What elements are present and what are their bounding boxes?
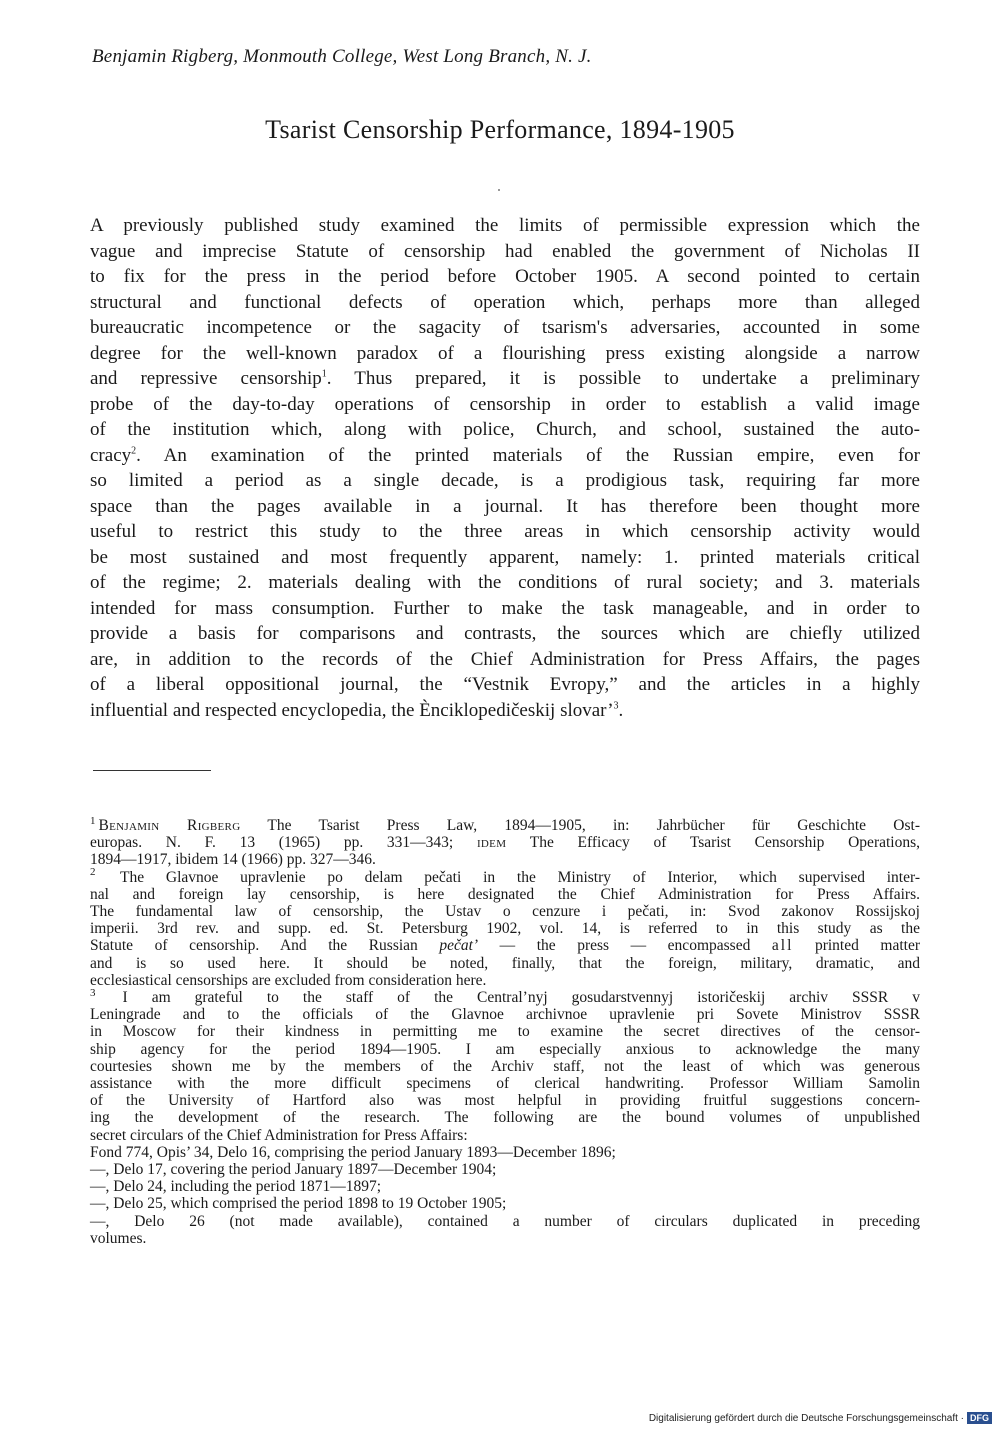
body-line: bureaucratic incompetence or the sagacity of tsarism's adversaries, accounted in some bbox=[90, 317, 920, 338]
footnote-2-line bbox=[90, 866, 920, 886]
body-line bbox=[90, 698, 920, 724]
footnotes bbox=[90, 814, 921, 1247]
footnote-text: I am grateful to the staff of the Central’nyj gosudarstvennyj istoričeskij archiv SSSR v bbox=[98, 989, 920, 1007]
body-line: probe of the day-to-day operations of censorship in order to establish a valid image bbox=[90, 393, 920, 415]
footnote-1-line bbox=[90, 814, 920, 834]
footnote-2-line bbox=[90, 937, 920, 954]
footnote-1-number: 1 bbox=[90, 814, 96, 827]
footnote-divider bbox=[93, 770, 211, 771]
body-line: degree for the well-known paradox of a flourishing press existing alongside a narrow bbox=[90, 342, 920, 364]
body-text-segment: influential and respected encyclopedia, the Ènciklopedičeskij slovar’ bbox=[90, 699, 614, 721]
footnote-3-line: secret circulars of the Chief Administration for Press Affairs: bbox=[90, 1126, 468, 1144]
body-text-segment: . bbox=[618, 699, 624, 721]
body-line: structural and functional defects of operation which, perhaps more than alleged bbox=[90, 291, 920, 313]
footnote-2-line: ecclesiastical censorships are excluded from consideration here. bbox=[90, 971, 487, 989]
body-line: be most sustained and most frequently apparent, namely: 1. printed materials critical bbox=[90, 546, 920, 568]
footnote-3-line: courtesies shown me by the members of the Archiv staff, not the least of which was generous bbox=[90, 1057, 920, 1075]
footnote-1-line bbox=[90, 834, 920, 851]
archive-delo-line: —, Delo 17, covering the period January 1897—December 1904; bbox=[90, 1161, 497, 1179]
body-text-segment: . Thus prepared, it is possible to undertake a preliminary bbox=[326, 368, 921, 389]
title-dot bbox=[498, 189, 500, 191]
russian-term: pečat’ bbox=[439, 937, 479, 955]
footnote-3-number: 3 bbox=[90, 986, 96, 999]
article-body bbox=[90, 213, 920, 723]
article-title: Tsarist Censorship Performance, 1894-1905 bbox=[265, 115, 735, 144]
archive-delo-line: volumes. bbox=[90, 1229, 147, 1247]
body-line: A previously published study examined the limits of permissible expression which the bbox=[90, 215, 920, 236]
footnote-text: europas. N. F. 13 (1965) pp. 331—343; bbox=[90, 834, 477, 852]
credit-text: Digitalisierung gefördert durch die Deutsche Forschungsgemeinschaft · bbox=[648, 1412, 964, 1424]
body-line: to fix for the press in the period before October 1905. A second pointed to certain bbox=[90, 266, 920, 287]
body-line: space than the pages available in a journal. It has therefore been thought more bbox=[90, 495, 920, 517]
archive-fond-line: Fond 774, Opis’ 34, Delo 16, comprising the period January 1893—December 1896; bbox=[90, 1143, 616, 1161]
footnote-3-line: of the University of Hartford also was most helpful in providing fruitful suggestions concern- bbox=[90, 1092, 920, 1110]
body-line: of a liberal oppositional journal, the “Vestnik Evropy,” and the articles in a highly bbox=[90, 674, 920, 695]
body-text-segment: and repressive censorship bbox=[90, 368, 322, 389]
footnote-text: printed matter bbox=[793, 937, 921, 955]
footnote-3-line bbox=[90, 986, 920, 1007]
body-line: vague and imprecise Statute of censorship had enabled the government of Nicholas II bbox=[90, 240, 920, 262]
body-line: useful to restrict this study to the three areas in which censorship activity would bbox=[90, 521, 920, 542]
archive-delo-line: —, Delo 26 (not made available), contained a number of circulars duplicated in preceding bbox=[90, 1212, 920, 1230]
archive-delo-line: —, Delo 24, including the period 1871—1897; bbox=[90, 1178, 382, 1196]
footnote-text: The Efficacy of Tsarist Censorship Operations, bbox=[506, 834, 921, 852]
body-line: provide a basis for comparisons and contrasts, the sources which are chiefly utilized bbox=[90, 623, 920, 644]
footnote-3-line: ing the development of the research. The following are the bound volumes of unpublished bbox=[90, 1109, 920, 1127]
footnote-2-line: and is so used here. It should be noted, finally, that the foreign, military, dramatic, and bbox=[90, 954, 920, 972]
footnote-text: — the press — encompassed bbox=[478, 937, 772, 955]
dfg-logo: DFG bbox=[967, 1412, 992, 1424]
body-line: so limited a period as a single decade, is a prodigious task, requiring far more bbox=[90, 470, 920, 491]
body-line: intended for mass consumption. Further to make the task manageable, and in order to bbox=[90, 597, 920, 619]
footnote-2-line: imperii. 3rd rev. and supp. ed. St. Petersburg 1902, vol. 14, is referred to in this study as the bbox=[90, 920, 920, 938]
cited-author: Benjamin Rigberg bbox=[98, 817, 241, 834]
digitization-credit bbox=[649, 1412, 992, 1424]
body-text-segment: cracy bbox=[90, 444, 132, 466]
emphasis-all: all bbox=[771, 937, 794, 955]
footnote-text: The Tsarist Press Law, 1894—1905, in: Jahrbücher für Geschichte Ost- bbox=[240, 817, 920, 834]
body-line: of the institution which, along with police, Church, and school, sustained the auto- bbox=[90, 419, 920, 440]
footnote-3-line: ship agency for the period 1894—1905. I am especially anxious to acknowledge the many bbox=[90, 1040, 920, 1058]
footnote-3-line: in Moscow for their kindness in permitting me to examine the secret directives of the censor- bbox=[90, 1023, 920, 1041]
archive-delo-line: —, Delo 25, which comprised the period 1898 to 19 October 1905; bbox=[90, 1195, 507, 1213]
footnote-2-line: nal and foreign lay censorship, is here designated the Chief Administration for Press Affairs. bbox=[90, 885, 920, 903]
footnote-ref-1[interactable]: 1 bbox=[321, 368, 327, 380]
body-line bbox=[90, 366, 920, 392]
body-line: are, in addition to the records of the Chief Administration for Press Affairs, the pages bbox=[90, 648, 920, 670]
body-line bbox=[90, 443, 920, 469]
footnote-2-number: 2 bbox=[90, 866, 96, 879]
footnote-1-line: 1894—1917, ibidem 14 (1966) pp. 327—346. bbox=[90, 851, 376, 869]
footnote-ref-3[interactable]: 3 bbox=[613, 700, 619, 712]
footnote-3-line: Leningrade and to the officials of the Glavnoe archivnoe upravlenie pri Sovete Ministrov SSSR bbox=[90, 1006, 920, 1024]
footnote-3-line: assistance with the more difficult specimens of clerical handwriting. Professor William Samolin bbox=[90, 1075, 920, 1093]
footnote-2-line: The fundamental law of censorship, the Ustav o cenzure i pečati, in: Svod zakonov Rossijskoj bbox=[90, 903, 920, 921]
body-text-segment: . An examination of the printed materials of the Russian empire, even for bbox=[136, 444, 920, 466]
idem-abbrev: idem bbox=[476, 834, 507, 852]
body-line: of the regime; 2. materials dealing with the conditions of rural society; and 3. materials bbox=[90, 572, 920, 593]
footnote-text: The Glavnoe upravlenie po delam pečati in the Ministry of Interior, which supervised inter- bbox=[98, 868, 920, 886]
footnote-text: Statute of censorship. And the Russian bbox=[90, 937, 440, 955]
footnote-ref-2[interactable]: 2 bbox=[131, 445, 137, 457]
article-author: Benjamin Rigberg, Monmouth College, West Long Branch, N. J. bbox=[92, 46, 592, 67]
